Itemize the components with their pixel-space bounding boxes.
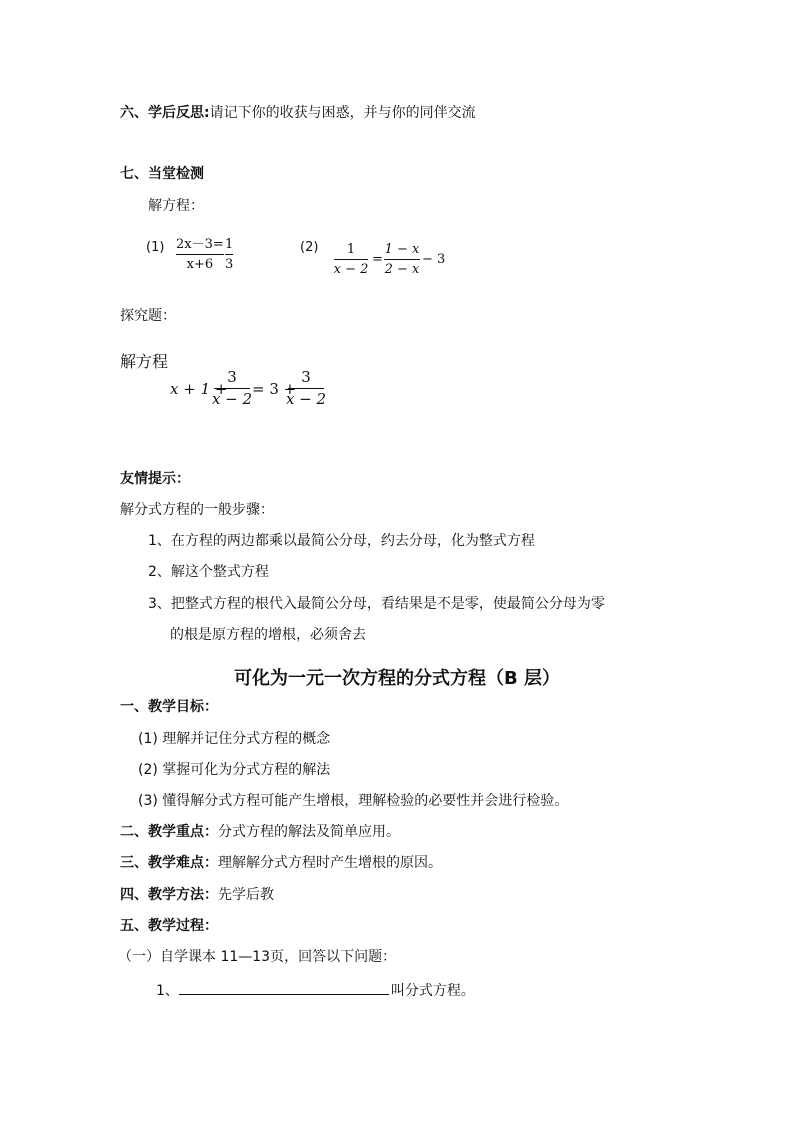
problem-1-lhs-fraction xyxy=(176,238,224,271)
tips-step: 3、把整式方程的根代入最简公分母，看结果是不是零，使最简公分母为零 xyxy=(148,596,605,612)
method-line xyxy=(120,888,274,902)
question-1 xyxy=(156,982,475,998)
reflection-line xyxy=(120,106,476,120)
page-title: 可化为一元一次方程的分式方程（B 层） xyxy=(234,668,560,689)
process-heading: 五、教学过程： xyxy=(120,918,218,934)
problem-2-lhs-numerator: 1 xyxy=(346,242,356,257)
method-text: 先学后教 xyxy=(218,887,274,903)
tips-step: 1、在方程的两边都乘以最简公分母，约去分母，化为整式方程 xyxy=(148,533,535,549)
explore-fraction-2-numerator: 3 xyxy=(301,368,311,386)
problem-1-number: (1) xyxy=(146,240,165,255)
fraction-bar xyxy=(384,259,420,260)
explore-fraction-1 xyxy=(211,368,253,408)
method-label: 四、教学方法： xyxy=(120,887,218,903)
explore-eq-part-b: = 3 + xyxy=(252,380,297,398)
reflection-text: 请记下你的收获与困惑，并与你的同伴交流 xyxy=(209,105,476,121)
fraction-bar xyxy=(288,388,324,389)
problem-2-rhs-denominator: 2 − x xyxy=(384,262,420,277)
reflection-label: 六、学后反思: xyxy=(120,105,210,121)
goals-heading: 一、教学目标： xyxy=(120,699,218,715)
difficulty-line xyxy=(120,856,442,870)
problem-2-rhs-numerator: 1 − x xyxy=(384,242,420,257)
fraction-bar xyxy=(225,254,233,255)
difficulty-label: 三、教学难点： xyxy=(120,855,218,871)
fraction-bar xyxy=(334,259,368,260)
goal-item: (2) 掌握可化为分式方程的解法 xyxy=(138,762,331,778)
problem-1-lhs-denominator: x+6 xyxy=(186,257,214,272)
problem-2-equals: = xyxy=(372,252,383,267)
process-sub: （一）自学课本 11—13页，回答以下问题： xyxy=(118,949,397,965)
explore-fraction-1-denominator: x − 2 xyxy=(211,390,253,408)
problem-2-lhs-denominator: x − 2 xyxy=(333,262,369,277)
fraction-bar xyxy=(176,254,224,255)
problem-1-rhs-denominator: 3 xyxy=(225,257,234,272)
question-1-prefix: 1、 xyxy=(156,983,179,999)
focus-text: 分式方程的解法及简单应用。 xyxy=(218,824,400,840)
answer-blank[interactable] xyxy=(179,982,389,995)
tips-intro: 解分式方程的一般步骤： xyxy=(120,502,274,518)
goal-item: (1) 理解并记住分式方程的概念 xyxy=(138,731,331,747)
explore-fraction-1-numerator: 3 xyxy=(227,368,237,386)
check-heading: 七、当堂检测 xyxy=(120,166,204,182)
problem-2-lhs-fraction xyxy=(334,243,368,276)
explore-prompt: 解方程 xyxy=(120,352,169,371)
problem-2-rhs-fraction xyxy=(384,243,420,276)
goal-item: (3) 懂得解分式方程可能产生增根，理解检验的必要性并会进行检验。 xyxy=(138,793,569,809)
explore-label: 探究题： xyxy=(120,308,176,324)
explore-eq-part-a: x + 1 + xyxy=(170,380,228,398)
problem-2-number: (2) xyxy=(300,240,319,255)
question-1-suffix: 叫分式方程。 xyxy=(390,983,475,999)
explore-fraction-2-denominator: x − 2 xyxy=(285,390,327,408)
problem-1-rhs-numerator: 1 xyxy=(225,237,234,252)
problem-1-lhs-numerator: 2x－3= xyxy=(176,237,224,252)
tips-step: 2、解这个整式方程 xyxy=(148,564,269,580)
check-prompt: 解方程： xyxy=(148,198,204,214)
explore-fraction-2 xyxy=(285,368,327,408)
focus-label: 二、教学重点： xyxy=(120,824,218,840)
focus-line xyxy=(120,825,400,839)
difficulty-text: 理解解分式方程时产生增根的原因。 xyxy=(218,855,442,871)
problem-2-tail: − 3 xyxy=(422,252,446,267)
fraction-bar xyxy=(214,388,250,389)
tips-step-continuation: 的根是原方程的增根，必须舍去 xyxy=(170,627,366,643)
problem-1-rhs-fraction xyxy=(225,238,233,271)
tips-heading: 友情提示： xyxy=(120,471,190,487)
